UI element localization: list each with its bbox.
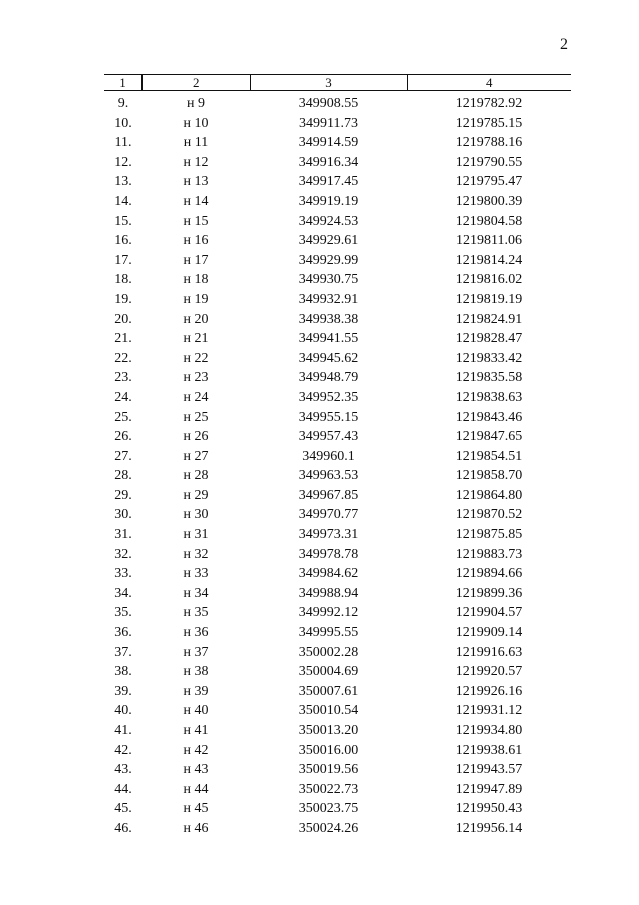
coord-x: 350022.73: [298, 781, 359, 797]
table-row: [104, 153, 571, 173]
coord-x: 349984.62: [298, 566, 359, 582]
row-number: 10.: [114, 115, 132, 131]
row-number: 42.: [114, 742, 132, 758]
table-row: [104, 290, 571, 310]
coord-y: 1219814.24: [455, 252, 523, 268]
row-number: 37.: [114, 644, 132, 660]
point-name: н 31: [183, 527, 209, 543]
table-row: [104, 408, 571, 428]
coord-x: 350019.56: [298, 762, 359, 778]
row-number: 17.: [114, 252, 132, 268]
row-number: 22.: [114, 350, 132, 366]
row-number: 41.: [114, 723, 132, 738]
point-name: н 9: [187, 96, 205, 111]
coord-y: 1219785.15: [455, 115, 523, 131]
row-number: 26.: [114, 429, 132, 445]
coord-x: 349938.38: [298, 311, 359, 327]
point-name: н 11: [183, 135, 209, 151]
header-col-1: 1: [104, 75, 142, 91]
point-name: н 19: [183, 291, 209, 307]
row-number: 16.: [114, 233, 132, 249]
point-name: н 18: [183, 272, 209, 288]
point-name: н 23: [183, 370, 209, 386]
table-row: [104, 270, 571, 290]
coord-x: 349917.45: [298, 174, 359, 190]
row-number: 24.: [114, 389, 132, 405]
table-body: [104, 91, 571, 839]
point-name: н 33: [183, 566, 209, 582]
point-name: н 37: [183, 644, 209, 660]
coord-x: 349948.79: [298, 370, 359, 386]
table-row: [104, 368, 571, 388]
coord-x: 349955.15: [298, 409, 359, 425]
point-name: н 17: [183, 252, 209, 268]
table-row: [104, 231, 571, 251]
coord-y: 1219804.58: [455, 213, 523, 229]
coord-y: 1219926.16: [455, 683, 523, 699]
coord-y: 1219883.73: [455, 546, 523, 562]
table-row: [104, 682, 571, 702]
table-row: [104, 545, 571, 565]
table-row: [104, 91, 571, 114]
table-row: [104, 799, 571, 819]
coord-x: 349952.35: [298, 389, 359, 405]
table-row: [104, 133, 571, 153]
table-row: [104, 114, 571, 134]
coord-y: 1219833.42: [455, 350, 523, 366]
table-row: [104, 564, 571, 584]
point-name: н 39: [183, 683, 209, 699]
point-name: н 26: [183, 429, 209, 445]
point-name: н 21: [183, 331, 209, 347]
coord-x: 349988.94: [298, 585, 359, 601]
coord-y: 1219854.51: [455, 448, 523, 464]
coord-y: 1219916.63: [455, 644, 523, 660]
coord-x: 349941.55: [298, 331, 359, 347]
table-row: [104, 721, 571, 741]
table-row: [104, 349, 571, 369]
point-name: н 15: [183, 213, 209, 229]
table-row: [104, 486, 571, 506]
point-name: н 13: [183, 174, 209, 190]
table-row: [104, 329, 571, 349]
row-number: 38.: [114, 664, 132, 680]
coord-y: 1219795.47: [455, 174, 523, 190]
coord-x: 349978.78: [298, 546, 359, 562]
coord-x: 350007.61: [298, 683, 359, 699]
point-name: н 28: [183, 468, 209, 484]
point-name: н 44: [183, 781, 209, 797]
point-name: н 12: [183, 154, 209, 170]
table-row: [104, 251, 571, 271]
coord-y: 1219909.14: [455, 625, 523, 641]
coord-y: 1219819.19: [455, 291, 523, 307]
coord-x: 349914.59: [298, 135, 359, 151]
header-col-4: 4: [407, 75, 571, 91]
table-row: [104, 172, 571, 192]
table-row: [104, 623, 571, 643]
table-row: [104, 310, 571, 330]
table-row: [104, 466, 571, 486]
table-row: [104, 760, 571, 780]
row-number: 27.: [114, 448, 132, 464]
coord-x: 350002.28: [298, 644, 359, 660]
table-row: [104, 603, 571, 623]
coord-y: 1219894.66: [455, 566, 523, 582]
coord-x: 349992.12: [298, 605, 359, 621]
table-row: [104, 662, 571, 682]
point-name: н 14: [183, 193, 209, 209]
table-row: [104, 427, 571, 447]
coord-y: 1219920.57: [455, 664, 523, 680]
coord-y: 1219847.65: [455, 429, 523, 445]
coord-y: 1219835.58: [455, 370, 523, 386]
table-row: [104, 447, 571, 467]
row-number: 40.: [114, 703, 132, 719]
table-row: [104, 525, 571, 545]
row-number: 30.: [114, 507, 132, 523]
row-number: 11.: [114, 135, 132, 151]
row-number: 28.: [114, 468, 132, 484]
point-name: н 40: [183, 703, 209, 719]
row-number: 18.: [114, 272, 132, 288]
row-number: 39.: [114, 683, 132, 699]
row-number: 46.: [114, 820, 132, 836]
coordinates-table: [104, 74, 571, 839]
coord-x: 349932.91: [298, 291, 359, 307]
coord-y: 1219843.46: [455, 409, 523, 425]
coord-y: 1219950.43: [455, 801, 523, 817]
coord-y: 1219828.47: [455, 331, 523, 347]
coord-x: 349929.61: [298, 233, 359, 249]
table-row: [104, 643, 571, 663]
table-row: [104, 388, 571, 408]
coord-x: 350004.69: [298, 664, 359, 680]
coord-y: 1219943.57: [455, 762, 523, 778]
point-name: н 36: [183, 625, 209, 641]
point-name: н 25: [183, 409, 209, 425]
coord-y: 1219947.89: [455, 781, 523, 797]
coord-x: 350010.54: [298, 703, 359, 719]
table-row: [104, 701, 571, 721]
row-number: 23.: [114, 370, 132, 386]
table-row: [104, 584, 571, 604]
point-name: н 35: [183, 605, 209, 621]
coord-y: 1219824.91: [455, 311, 523, 327]
coord-y: 1219931.12: [455, 703, 523, 719]
row-number: 14.: [114, 193, 132, 209]
coord-y: 1219904.57: [455, 605, 523, 621]
coord-x: 349970.77: [298, 507, 359, 523]
coord-y: 1219934.80: [455, 723, 523, 738]
coord-y: 1219838.63: [455, 389, 523, 405]
coord-y: 1219899.36: [455, 585, 523, 601]
coord-x: 349995.55: [298, 625, 359, 641]
coord-x: 349911.73: [299, 115, 358, 131]
row-number: 9.: [117, 96, 129, 111]
point-name: н 20: [183, 311, 209, 327]
coord-y: 1219811.06: [456, 233, 522, 249]
row-number: 36.: [114, 625, 132, 641]
point-name: н 27: [183, 448, 209, 464]
row-number: 35.: [114, 605, 132, 621]
page-number: 2: [560, 36, 568, 53]
point-name: н 38: [183, 664, 209, 680]
point-name: н 32: [183, 546, 209, 562]
table-row: [104, 192, 571, 212]
point-name: н 10: [183, 115, 209, 131]
point-name: н 46: [183, 820, 209, 836]
row-number: 29.: [114, 487, 132, 503]
coord-x: 350013.20: [298, 723, 359, 738]
coord-x: 349963.53: [298, 468, 359, 484]
coord-y: 1219875.85: [455, 527, 523, 543]
coord-x: 349930.75: [298, 272, 359, 288]
coord-x: 350024.26: [298, 820, 359, 836]
coord-y: 1219790.55: [455, 154, 523, 170]
row-number: 33.: [114, 566, 132, 582]
coord-x: 349973.31: [298, 527, 359, 543]
row-number: 32.: [114, 546, 132, 562]
table-row: [104, 212, 571, 232]
row-number: 15.: [114, 213, 132, 229]
header-col-2: 2: [142, 75, 250, 91]
coord-x: 349916.34: [298, 154, 359, 170]
coord-y: 1219956.14: [455, 820, 523, 836]
table-row: [104, 780, 571, 800]
coord-y: 1219938.61: [455, 742, 523, 758]
point-name: н 45: [183, 801, 209, 817]
coord-x: 349919.19: [298, 193, 359, 209]
coord-y: 1219788.16: [455, 135, 523, 151]
row-number: 12.: [114, 154, 132, 170]
point-name: н 16: [183, 233, 209, 249]
point-name: н 24: [183, 389, 209, 405]
header-row: [104, 75, 571, 91]
point-name: н 41: [183, 723, 209, 738]
coord-x: 349967.85: [298, 487, 359, 503]
coord-y: 1219864.80: [455, 487, 523, 503]
point-name: н 22: [183, 350, 209, 366]
coord-x: 349960.1: [302, 448, 355, 464]
coord-x: 349908.55: [298, 96, 359, 111]
point-name: н 29: [183, 487, 209, 503]
coord-y: 1219870.52: [455, 507, 523, 523]
row-number: 19.: [114, 291, 132, 307]
table-header: [104, 75, 571, 91]
coord-x: 350023.75: [298, 801, 359, 817]
table-row: [104, 819, 571, 839]
point-name: н 42: [183, 742, 209, 758]
coord-x: 349929.99: [298, 252, 359, 268]
coord-x: 349945.62: [298, 350, 359, 366]
coord-x: 349957.43: [298, 429, 359, 445]
coord-y: 1219858.70: [455, 468, 523, 484]
coord-y: 1219816.02: [455, 272, 523, 288]
header-col-3: 3: [250, 75, 407, 91]
table-row: [104, 505, 571, 525]
row-number: 31.: [114, 527, 132, 543]
point-name: н 34: [183, 585, 209, 601]
row-number: 43.: [114, 762, 132, 778]
row-number: 21.: [114, 331, 132, 347]
point-name: н 30: [183, 507, 209, 523]
row-number: 44.: [114, 781, 132, 797]
row-number: 25.: [114, 409, 132, 425]
row-number: 45.: [114, 801, 132, 817]
row-number: 20.: [114, 311, 132, 327]
row-number: 13.: [114, 174, 132, 190]
point-name: н 43: [183, 762, 209, 778]
coord-x: 349924.53: [298, 213, 359, 229]
coord-y: 1219800.39: [455, 193, 523, 209]
coord-x: 350016.00: [298, 742, 359, 758]
table-row: [104, 741, 571, 761]
coord-y: 1219782.92: [455, 96, 523, 111]
row-number: 34.: [114, 585, 132, 601]
